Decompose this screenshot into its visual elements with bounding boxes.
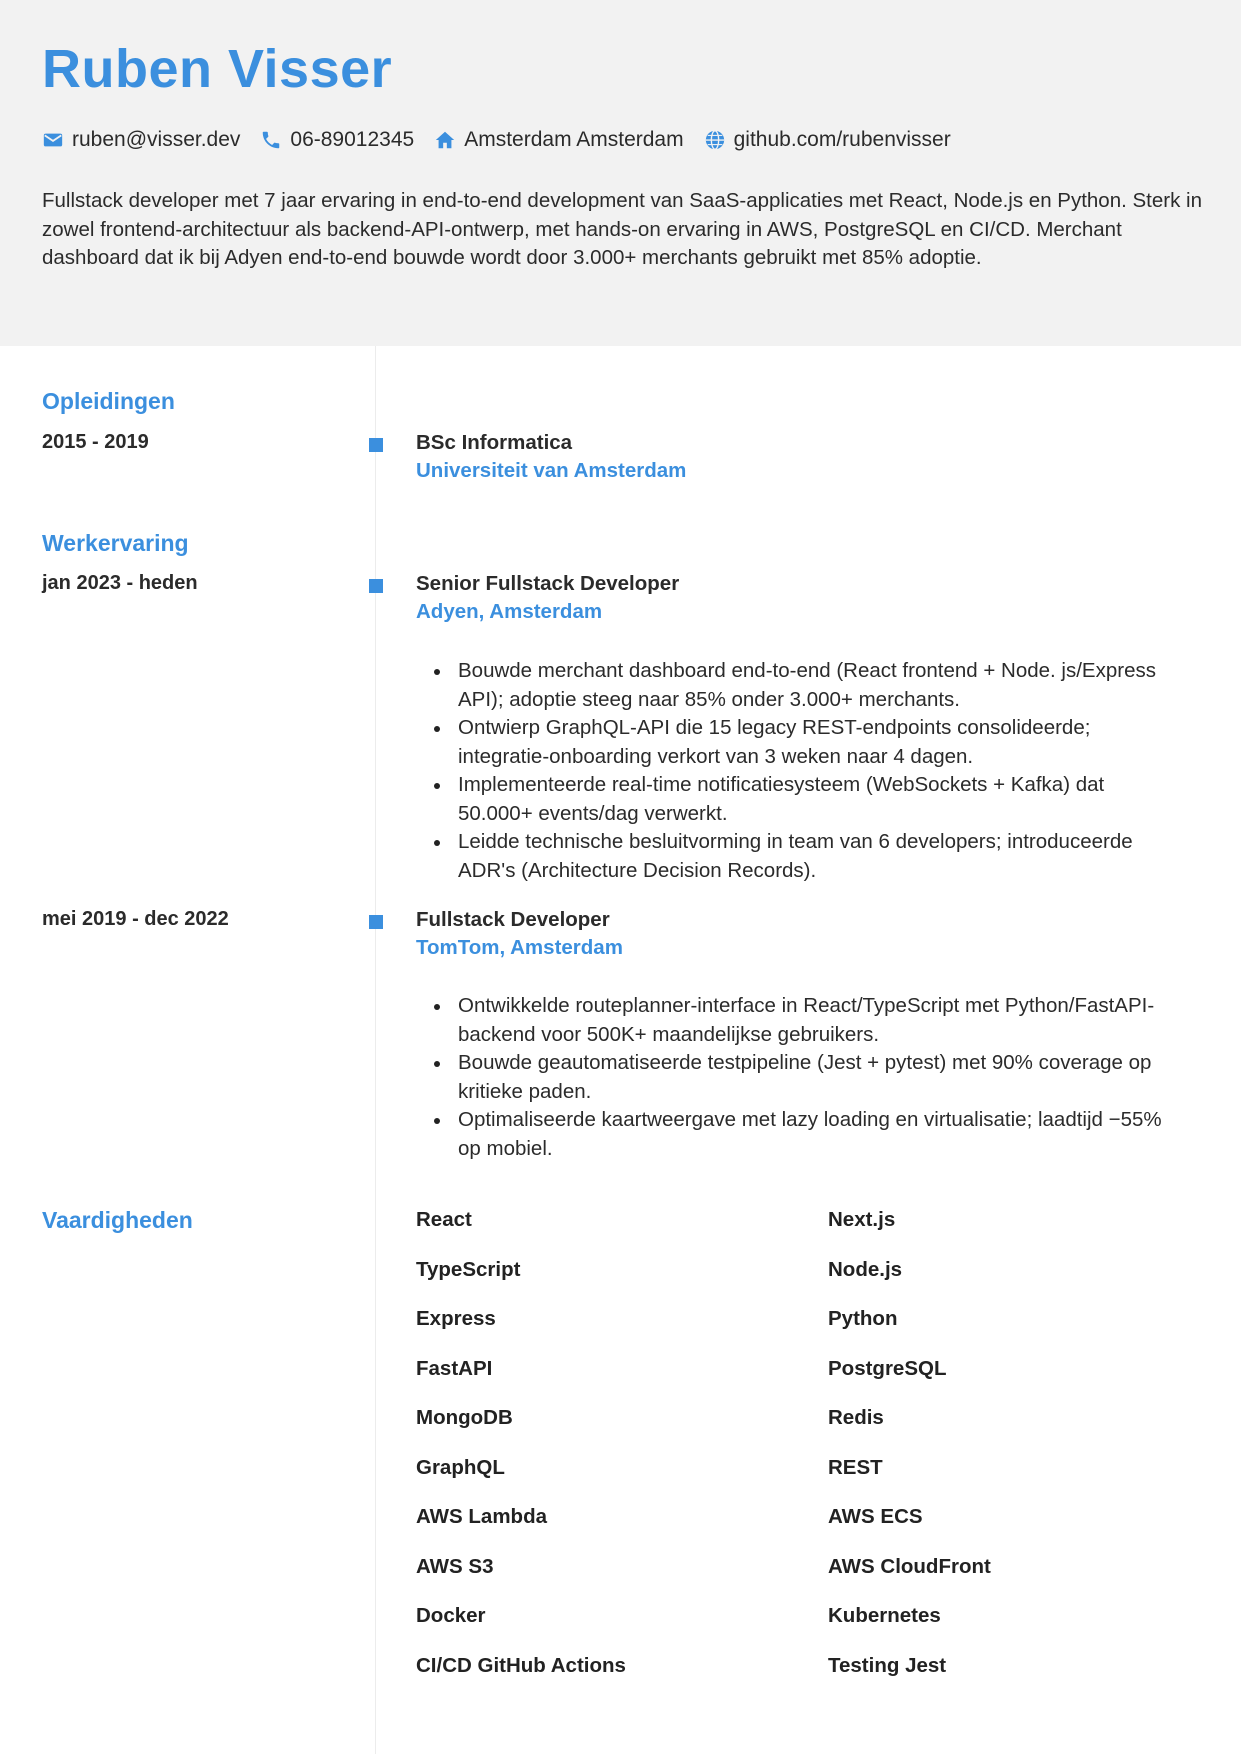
candidate-name: Ruben Visser: [42, 39, 393, 99]
envelope-icon: [42, 129, 64, 151]
skill-item: Next.js: [828, 1208, 896, 1231]
timeline-marker: [369, 438, 383, 452]
skill-item: REST: [828, 1455, 883, 1479]
website-text: github.com/rubenvisser: [733, 128, 951, 151]
education-degree: BSc Informatica: [416, 431, 573, 454]
profile-summary: Fullstack developer met 7 jaar ervaring in end-to-end development van SaaS-applicaties met React, Node.js en Python. Sterk in zowel frontend-architectuur als backend-API-ontwerp, met hands-on ervaring in AWS, PostgreSQL en CI/CD. Merchant dashboard dat ik bij Adyen end-to-end bouwde wordt door 3.000+ merchants gebruikt met 85% adoptie.: [42, 189, 1203, 269]
list-item: Optimaliseerde kaartweergave met lazy loading en virtualisatie; laadtijd −55% op mobiel.: [416, 1106, 1176, 1163]
email-text: ruben@visser.dev: [72, 128, 241, 151]
section-title-skills: Vaardigheden: [42, 1207, 193, 1233]
job-role: Fullstack Developer: [416, 908, 610, 931]
skill-item: Testing Jest: [828, 1653, 947, 1677]
skill-item: AWS S3: [416, 1554, 494, 1578]
skill-item: GraphQL: [416, 1455, 505, 1479]
contact-phone[interactable]: [260, 128, 414, 152]
job-company: Adyen, Amsterdam: [416, 600, 603, 623]
skill-item: Python: [828, 1307, 898, 1330]
skill-item: AWS Lambda: [416, 1505, 547, 1528]
skill-item: FastAPI: [416, 1356, 493, 1380]
list-item: Bouwde geautomatiseerde testpipeline (Jest + pytest) met 90% coverage op kritieke paden.: [416, 1049, 1176, 1106]
job-achievements: [416, 657, 1176, 885]
phone-text: 06-89012345: [290, 128, 415, 151]
globe-icon: [704, 129, 726, 151]
skill-item: Kubernetes: [828, 1604, 941, 1627]
skills-grid: [416, 1205, 1176, 1700]
section-title-experience: Werkervaring: [42, 530, 189, 556]
contact-bar: [42, 128, 971, 152]
list-item: Ontwikkelde routeplanner-interface in React/TypeScript met Python/FastAPI-backend voor 500K+ maandelijkse gebruikers.: [416, 992, 1176, 1049]
list-item: Bouwde merchant dashboard end-to-end (React frontend + Node. js/Express API); adoptie steeg naar 85% onder 3.000+ merchants.: [416, 657, 1176, 714]
education-school: Universiteit van Amsterdam: [416, 459, 687, 482]
contact-website[interactable]: [704, 128, 951, 152]
skill-item: MongoDB: [416, 1406, 513, 1429]
skill-item: TypeScript: [416, 1257, 521, 1281]
list-item: Implementeerde real-time notificatiesysteem (WebSockets + Kafka) dat 50.000+ events/dag verwerkt.: [416, 771, 1176, 828]
education-date: 2015 - 2019: [42, 431, 149, 453]
job-company: TomTom, Amsterdam: [416, 936, 623, 959]
skill-item: React: [416, 1208, 472, 1231]
timeline-marker: [369, 915, 383, 929]
home-icon: [434, 129, 456, 151]
phone-icon: [260, 129, 282, 151]
section-title-education: Opleidingen: [42, 388, 175, 414]
header: [0, 0, 1241, 346]
skill-item: Redis: [828, 1406, 884, 1429]
timeline-marker: [369, 579, 383, 593]
list-item: Ontwierp GraphQL-API die 15 legacy REST-endpoints consolideerde; integratie-onboarding verkort van 3 weken naar 4 dagen.: [416, 714, 1176, 771]
contact-email[interactable]: [42, 128, 240, 152]
list-item: Leidde technische besluitvorming in team van 6 developers; introduceerde ADR's (Architecture Decision Records).: [416, 828, 1176, 885]
job-date: mei 2019 - dec 2022: [42, 908, 229, 930]
job-date: jan 2023 - heden: [42, 572, 198, 594]
skill-item: CI/CD GitHub Actions: [416, 1653, 626, 1677]
skill-item: Docker: [416, 1604, 486, 1627]
contact-location: [434, 128, 683, 152]
skill-item: Express: [416, 1307, 496, 1330]
job-achievements: [416, 992, 1176, 1163]
skill-item: AWS ECS: [828, 1505, 923, 1528]
timeline-divider: [375, 346, 376, 1754]
location-text: Amsterdam Amsterdam: [464, 128, 684, 151]
skill-item: Node.js: [828, 1257, 903, 1281]
job-role: Senior Fullstack Developer: [416, 572, 680, 595]
skill-item: AWS CloudFront: [828, 1554, 991, 1578]
skill-item: PostgreSQL: [828, 1356, 947, 1380]
